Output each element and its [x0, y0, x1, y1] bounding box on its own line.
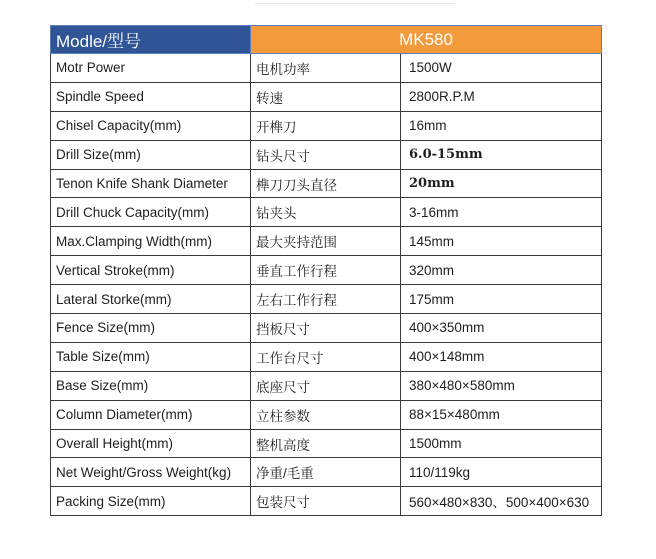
- table-row: [51, 400, 602, 429]
- param-zh: 垂直工作行程: [251, 256, 401, 285]
- param-en: Net Weight/Gross Weight(kg): [51, 458, 251, 487]
- table-row: [51, 429, 602, 458]
- param-zh: 开榫刀: [251, 111, 401, 140]
- param-zh: 最大夹持范围: [251, 227, 401, 256]
- param-en: Max.Clamping Width(mm): [51, 227, 251, 256]
- param-en: Base Size(mm): [51, 371, 251, 400]
- param-zh: 立柱参数: [251, 400, 401, 429]
- table-row: [51, 227, 602, 256]
- param-zh: 包装尺寸: [251, 487, 401, 516]
- param-en: Vertical Stroke(mm): [51, 256, 251, 285]
- table-row: [51, 54, 602, 83]
- spec-table: [50, 25, 602, 516]
- table-row: [51, 314, 602, 343]
- header-model: MK580: [251, 26, 602, 54]
- param-zh: 左右工作行程: [251, 285, 401, 314]
- header-label: Modle/型号: [51, 26, 251, 54]
- param-zh: 工作台尺寸: [251, 342, 401, 371]
- table-row: [51, 198, 602, 227]
- param-en: Column Diameter(mm): [51, 400, 251, 429]
- table-row: [51, 82, 602, 111]
- param-zh: 榫刀刀头直径: [251, 169, 401, 198]
- param-value: 20mm: [401, 169, 602, 198]
- param-zh: 挡板尺寸: [251, 314, 401, 343]
- param-value: 110/119kg: [401, 458, 602, 487]
- param-en: Chisel Capacity(mm): [51, 111, 251, 140]
- param-en: Tenon Knife Shank Diameter: [51, 169, 251, 198]
- param-en: Motr Power: [51, 54, 251, 83]
- table-row: [51, 285, 602, 314]
- param-value: 3-16mm: [401, 198, 602, 227]
- param-value: 400×350mm: [401, 314, 602, 343]
- table-row: [51, 371, 602, 400]
- param-zh: 转速: [251, 82, 401, 111]
- param-en: Overall Height(mm): [51, 429, 251, 458]
- param-zh: 电机功率: [251, 54, 401, 83]
- param-zh: 钻头尺寸: [251, 140, 401, 169]
- param-en: Packing Size(mm): [51, 487, 251, 516]
- param-zh: 钻夹头: [251, 198, 401, 227]
- param-en: Lateral Storke(mm): [51, 285, 251, 314]
- param-value: 1500W: [401, 54, 602, 83]
- param-en: Spindle Speed: [51, 82, 251, 111]
- table-row: [51, 111, 602, 140]
- param-value: 560×480×830、500×400×630: [401, 487, 602, 516]
- top-divider: [255, 3, 455, 4]
- table-row: [51, 458, 602, 487]
- table-row: [51, 169, 602, 198]
- param-value: 6.0-15mm: [401, 140, 602, 169]
- param-en: Drill Size(mm): [51, 140, 251, 169]
- param-value: 88×15×480mm: [401, 400, 602, 429]
- param-en: Table Size(mm): [51, 342, 251, 371]
- param-value: 400×148mm: [401, 342, 602, 371]
- param-value: 145mm: [401, 227, 602, 256]
- table-row: [51, 256, 602, 285]
- param-value: 1500mm: [401, 429, 602, 458]
- table-row: [51, 140, 602, 169]
- table-row: [51, 487, 602, 516]
- param-value: 2800R.P.M: [401, 82, 602, 111]
- table-header-row: [51, 26, 602, 54]
- param-value: 320mm: [401, 256, 602, 285]
- table-row: [51, 342, 602, 371]
- param-value: 175mm: [401, 285, 602, 314]
- param-en: Drill Chuck Capacity(mm): [51, 198, 251, 227]
- param-en: Fence Size(mm): [51, 314, 251, 343]
- param-value: 16mm: [401, 111, 602, 140]
- param-zh: 净重/毛重: [251, 458, 401, 487]
- param-value: 380×480×580mm: [401, 371, 602, 400]
- param-zh: 底座尺寸: [251, 371, 401, 400]
- param-zh: 整机高度: [251, 429, 401, 458]
